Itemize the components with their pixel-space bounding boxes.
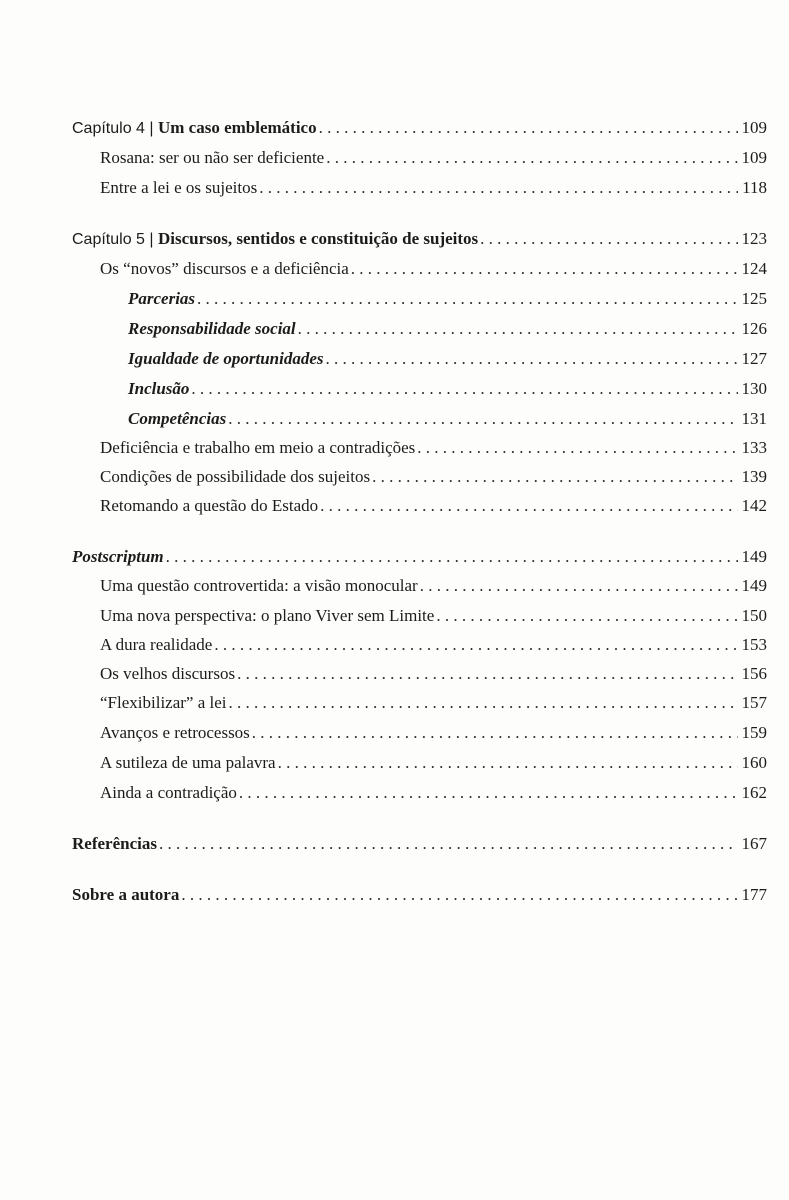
entry-page: 157 xyxy=(741,693,767,712)
entry-title: Os velhos discursos xyxy=(100,664,236,683)
dot-leader xyxy=(159,833,738,855)
dot-leader xyxy=(237,663,737,685)
dot-leader xyxy=(436,605,737,627)
dot-leader xyxy=(319,117,738,139)
dot-leader xyxy=(181,884,737,906)
entry-page: 162 xyxy=(741,783,767,802)
toc-entry xyxy=(100,437,767,459)
subentry-title: Parcerias xyxy=(128,289,196,308)
entry-page: 118 xyxy=(742,178,767,197)
entry-page: 142 xyxy=(741,496,767,515)
chapter-4-prefix: Capítulo 4 | xyxy=(72,120,158,137)
dot-leader xyxy=(239,782,738,804)
dot-leader xyxy=(480,228,737,250)
toc-entry xyxy=(100,782,767,804)
toc-entry xyxy=(100,722,767,744)
entry-title: Retomando a questão do Estado xyxy=(100,496,319,515)
sobre-autora-title: Sobre a autora xyxy=(72,885,180,904)
toc-entry xyxy=(100,466,767,488)
subentry-page: 125 xyxy=(741,289,767,308)
toc-entry xyxy=(100,495,767,517)
toc-chapter-4 xyxy=(72,117,767,140)
chapter-5-title: Discursos, sentidos e constituição de sujeitos xyxy=(157,229,479,248)
subentry-page: 131 xyxy=(741,409,767,428)
dot-leader xyxy=(229,692,738,714)
entry-page: 156 xyxy=(741,664,767,683)
entry-page: 139 xyxy=(741,467,767,486)
postscriptum-title: Postscriptum xyxy=(72,547,164,566)
entry-page: 124 xyxy=(741,259,767,278)
entry-title: Uma nova perspectiva: o plano Viver sem Limite xyxy=(100,606,435,625)
toc-entry xyxy=(100,258,767,280)
subentry-title: Inclusão xyxy=(128,379,190,398)
toc-postscriptum xyxy=(72,546,767,568)
toc-referencias xyxy=(72,833,767,855)
toc-entry xyxy=(100,752,767,774)
subentry-page: 127 xyxy=(741,349,767,368)
dot-leader xyxy=(351,258,738,280)
toc-chapter-5 xyxy=(72,228,767,251)
dot-leader xyxy=(420,575,738,597)
chapter-5-prefix: Capítulo 5 | xyxy=(72,231,158,248)
toc-entry xyxy=(100,692,767,714)
dot-leader xyxy=(252,722,738,744)
dot-leader xyxy=(214,634,737,656)
entry-page: 159 xyxy=(741,723,767,742)
toc-subentry xyxy=(128,318,767,340)
subentry-page: 126 xyxy=(741,319,767,338)
entry-title: Os “novos” discursos e a deficiência xyxy=(100,259,349,278)
toc-subentry xyxy=(128,288,767,310)
entry-title: Condições de possibilidade dos sujeitos xyxy=(100,467,371,486)
toc-sobre-autora xyxy=(72,884,767,906)
entry-title: Entre a lei e os sujeitos xyxy=(100,178,258,197)
dot-leader xyxy=(417,437,737,459)
dot-leader xyxy=(191,378,737,400)
toc-entry xyxy=(100,605,767,627)
subentry-title: Competências xyxy=(128,409,227,428)
entry-page: 133 xyxy=(741,438,767,457)
dot-leader xyxy=(197,288,737,310)
dot-leader xyxy=(326,147,737,169)
dot-leader xyxy=(326,348,738,370)
dot-leader xyxy=(320,495,737,517)
entry-title: Avanços e retrocessos xyxy=(100,723,250,742)
chapter-5-page: 123 xyxy=(741,229,767,248)
entry-page: 153 xyxy=(741,635,767,654)
entry-title: “Flexibilizar” a lei xyxy=(100,693,227,712)
dot-leader xyxy=(228,408,737,430)
referencias-title: Referências xyxy=(72,834,157,853)
toc-entry xyxy=(100,147,767,169)
toc-entry xyxy=(100,177,767,199)
entry-title: A dura realidade xyxy=(100,635,213,654)
entry-page: 160 xyxy=(741,753,767,772)
dot-leader xyxy=(259,177,738,199)
toc-entry xyxy=(100,663,767,685)
dot-leader xyxy=(372,466,737,488)
entry-title: Uma questão controvertida: a visão monocular xyxy=(100,576,418,595)
toc-subentry xyxy=(128,348,767,370)
postscriptum-page: 149 xyxy=(741,547,767,566)
subentry-page: 130 xyxy=(741,379,767,398)
toc-entry xyxy=(100,634,767,656)
chapter-5-heading xyxy=(72,228,478,251)
chapter-4-title: Um caso emblemático xyxy=(157,118,317,137)
toc-subentry xyxy=(128,378,767,400)
entry-page: 150 xyxy=(741,606,767,625)
dot-leader xyxy=(298,318,738,340)
entry-page: 149 xyxy=(741,576,767,595)
subentry-title: Responsabilidade social xyxy=(128,319,296,338)
dot-leader xyxy=(278,752,738,774)
toc-entry xyxy=(100,575,767,597)
sobre-autora-page: 177 xyxy=(741,885,767,904)
entry-title: A sutileza de uma palavra xyxy=(100,753,276,772)
subentry-title: Igualdade de oportunidades xyxy=(128,349,324,368)
entry-title: Rosana: ser ou não ser deficiente xyxy=(100,148,325,167)
entry-title: Ainda a contradição xyxy=(100,783,237,802)
chapter-4-heading xyxy=(72,117,317,140)
referencias-page: 167 xyxy=(741,834,767,853)
entry-page: 109 xyxy=(741,148,767,167)
chapter-4-page: 109 xyxy=(741,118,767,137)
entry-title: Deficiência e trabalho em meio a contradições xyxy=(100,438,416,457)
toc-subentry xyxy=(128,408,767,430)
dot-leader xyxy=(166,546,738,568)
